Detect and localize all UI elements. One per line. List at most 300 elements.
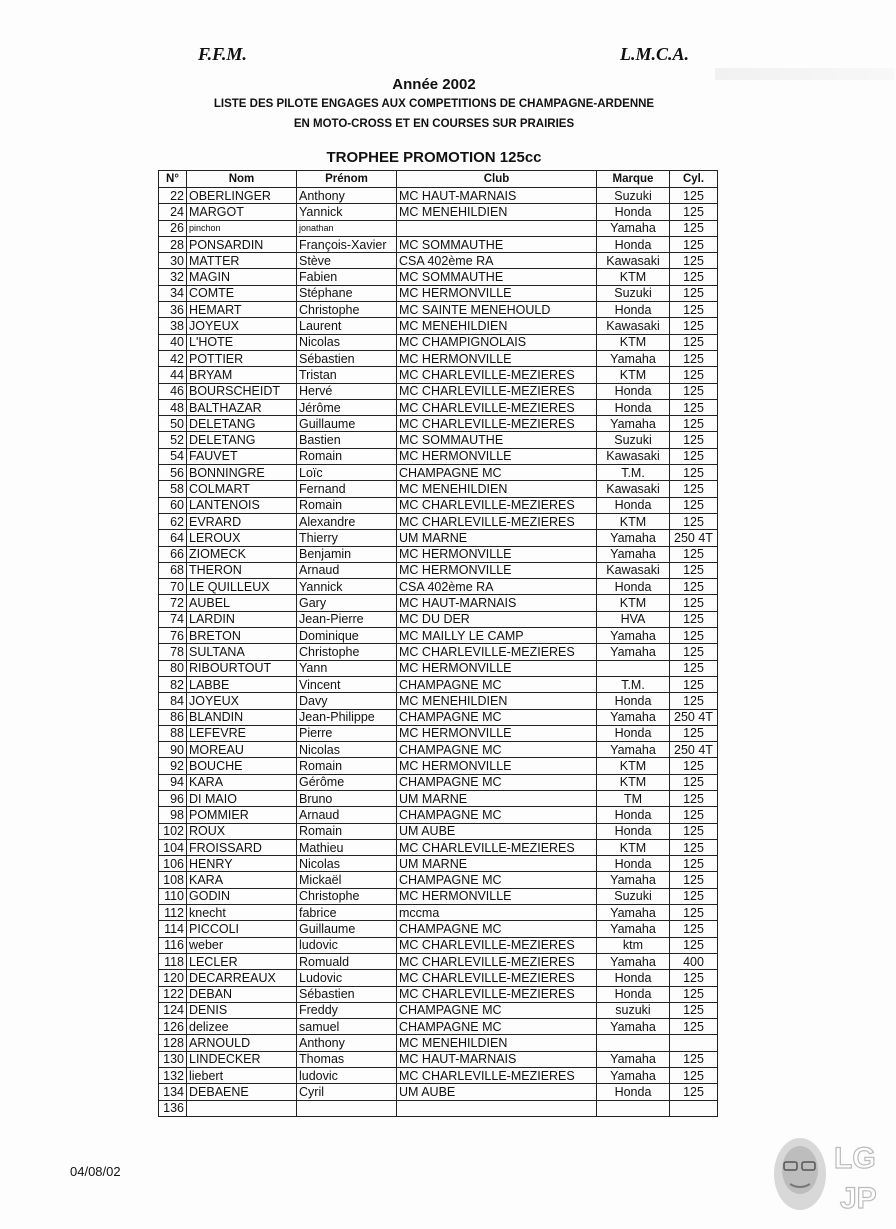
table-row (159, 725, 718, 741)
table-row (159, 921, 718, 937)
cell-marque: KTM (597, 839, 670, 855)
cell-nom: delizee (187, 1019, 297, 1035)
cell-club: CHAMPAGNE MC (397, 921, 597, 937)
cell-marque: Honda (597, 204, 670, 220)
cell-marque (597, 660, 670, 676)
cell-nom: liebert (187, 1068, 297, 1084)
cell-club: CHAMPAGNE MC (397, 774, 597, 790)
cell-club: CHAMPAGNE MC (397, 465, 597, 481)
cell-marque: Suzuki (597, 888, 670, 904)
cell-nom (187, 1100, 297, 1116)
cell-cyl: 125 (670, 758, 718, 774)
cell-nom: SULTANA (187, 644, 297, 660)
cell-cyl: 125 (670, 790, 718, 806)
cell-number: 78 (159, 644, 187, 660)
col-header-number: N° (159, 171, 187, 188)
cell-marque: Honda (597, 383, 670, 399)
cell-number: 30 (159, 253, 187, 269)
table-row (159, 1019, 718, 1035)
cell-nom: ARNOULD (187, 1035, 297, 1051)
cell-cyl: 125 (670, 383, 718, 399)
table-row (159, 334, 718, 350)
cell-club: MC HERMONVILLE (397, 350, 597, 366)
table-row (159, 644, 718, 660)
cell-nom: DELETANG (187, 432, 297, 448)
cell-cyl: 125 (670, 465, 718, 481)
cell-cyl: 125 (670, 676, 718, 692)
cell-nom: BOUCHE (187, 758, 297, 774)
cell-club: MC HERMONVILLE (397, 888, 597, 904)
cell-marque (597, 1035, 670, 1051)
cell-number: 86 (159, 709, 187, 725)
table-row (159, 856, 718, 872)
cell-prenom: Christophe (297, 888, 397, 904)
cell-club: MC SAINTE MENEHOULD (397, 302, 597, 318)
cell-cyl: 125 (670, 579, 718, 595)
cell-number: 54 (159, 448, 187, 464)
cell-prenom: Romain (297, 758, 397, 774)
cell-marque: Yamaha (597, 220, 670, 236)
cell-cyl: 250 4T (670, 530, 718, 546)
cell-number: 124 (159, 1002, 187, 1018)
cell-cyl: 125 (670, 334, 718, 350)
cell-cyl: 125 (670, 497, 718, 513)
cell-club: CHAMPAGNE MC (397, 676, 597, 692)
cell-prenom: Mathieu (297, 839, 397, 855)
cell-nom: KARA (187, 872, 297, 888)
cell-club: MC CHARLEVILLE-MEZIERES (397, 644, 597, 660)
cell-club: MC HAUT-MARNAIS (397, 1051, 597, 1067)
ffm-label: F.F.M. (198, 44, 247, 64)
cell-prenom: Thomas (297, 1051, 397, 1067)
table-row (159, 432, 718, 448)
table-row (159, 1084, 718, 1100)
table-row (159, 236, 718, 252)
cell-cyl: 125 (670, 660, 718, 676)
cell-prenom: Stéphane (297, 285, 397, 301)
cell-cyl: 125 (670, 693, 718, 709)
table-row (159, 1100, 718, 1116)
cell-number: 76 (159, 628, 187, 644)
cell-prenom: Mickaël (297, 872, 397, 888)
cell-prenom: Yannick (297, 204, 397, 220)
cell-nom: DECARREAUX (187, 970, 297, 986)
table-header-row (159, 171, 718, 188)
cell-number: 108 (159, 872, 187, 888)
cell-marque: KTM (597, 269, 670, 285)
cell-marque: Yamaha (597, 1051, 670, 1067)
cell-cyl: 125 (670, 432, 718, 448)
cell-prenom: Stève (297, 253, 397, 269)
cell-cyl: 125 (670, 204, 718, 220)
cell-nom: MAGIN (187, 269, 297, 285)
cell-marque: Honda (597, 497, 670, 513)
cell-number: 102 (159, 823, 187, 839)
cell-prenom: Romain (297, 448, 397, 464)
cell-cyl: 125 (670, 416, 718, 432)
table-row (159, 513, 718, 529)
cell-prenom: Yann (297, 660, 397, 676)
cell-nom: knecht (187, 905, 297, 921)
cell-club: MC MENEHILDIEN (397, 204, 597, 220)
cell-club: CHAMPAGNE MC (397, 807, 597, 823)
cell-prenom: Alexandre (297, 513, 397, 529)
cell-number: 48 (159, 399, 187, 415)
cell-prenom: Gérôme (297, 774, 397, 790)
cell-marque: KTM (597, 334, 670, 350)
table-row (159, 1068, 718, 1084)
table-row (159, 595, 718, 611)
table-row (159, 986, 718, 1002)
cell-prenom: Anthony (297, 1035, 397, 1051)
cell-nom: LABBE (187, 676, 297, 692)
table-row (159, 709, 718, 725)
cell-club: MC HAUT-MARNAIS (397, 595, 597, 611)
cell-nom: LE QUILLEUX (187, 579, 297, 595)
table-row (159, 953, 718, 969)
table-row (159, 562, 718, 578)
cell-number: 128 (159, 1035, 187, 1051)
cell-cyl: 125 (670, 774, 718, 790)
cell-club: MC MENEHILDIEN (397, 1035, 597, 1051)
table-row (159, 823, 718, 839)
cell-club: UM MARNE (397, 856, 597, 872)
cell-cyl: 125 (670, 269, 718, 285)
table-row (159, 888, 718, 904)
cell-club: MC CHARLEVILLE-MEZIERES (397, 937, 597, 953)
cell-nom: MARGOT (187, 204, 297, 220)
cell-nom: ROUX (187, 823, 297, 839)
cell-prenom: Fabien (297, 269, 397, 285)
cell-marque: Yamaha (597, 1068, 670, 1084)
cell-prenom: Gary (297, 595, 397, 611)
cell-prenom: Christophe (297, 302, 397, 318)
table-row (159, 302, 718, 318)
cell-prenom: Tristan (297, 367, 397, 383)
cell-club: MC CHARLEVILLE-MEZIERES (397, 399, 597, 415)
cell-marque: KTM (597, 513, 670, 529)
cell-prenom: Bastien (297, 432, 397, 448)
cell-club: MC MAILLY LE CAMP (397, 628, 597, 644)
cell-marque: KTM (597, 758, 670, 774)
cell-nom: OBERLINGER (187, 188, 297, 204)
cell-prenom: Ludovic (297, 970, 397, 986)
table-row (159, 970, 718, 986)
cell-nom: EVRARD (187, 513, 297, 529)
cell-nom: LECLER (187, 953, 297, 969)
cell-club: MC CHARLEVILLE-MEZIERES (397, 513, 597, 529)
cell-marque: KTM (597, 367, 670, 383)
table-row (159, 416, 718, 432)
cell-prenom: Yannick (297, 579, 397, 595)
cell-marque: Suzuki (597, 432, 670, 448)
cell-prenom: Vincent (297, 676, 397, 692)
cell-number: 70 (159, 579, 187, 595)
cell-marque: Honda (597, 725, 670, 741)
cell-cyl: 125 (670, 823, 718, 839)
cell-cyl: 125 (670, 1051, 718, 1067)
table-row (159, 188, 718, 204)
svg-text:JP: JP (840, 1182, 877, 1215)
table-row (159, 807, 718, 823)
cell-nom: FAUVET (187, 448, 297, 464)
cell-number: 62 (159, 513, 187, 529)
cell-nom: DENIS (187, 1002, 297, 1018)
cell-nom: weber (187, 937, 297, 953)
cell-number: 64 (159, 530, 187, 546)
cell-prenom: ludovic (297, 1068, 397, 1084)
cell-marque: Yamaha (597, 416, 670, 432)
cell-cyl: 125 (670, 253, 718, 269)
cell-nom: POMMIER (187, 807, 297, 823)
cell-cyl: 125 (670, 367, 718, 383)
cell-cyl: 125 (670, 302, 718, 318)
cell-number: 112 (159, 905, 187, 921)
table-row (159, 220, 718, 236)
cell-club: CHAMPAGNE MC (397, 709, 597, 725)
table-row (159, 676, 718, 692)
cell-nom: BOURSCHEIDT (187, 383, 297, 399)
cell-cyl: 125 (670, 546, 718, 562)
cell-nom: COLMART (187, 481, 297, 497)
cell-prenom (297, 1100, 397, 1116)
table-row (159, 774, 718, 790)
cell-cyl: 125 (670, 399, 718, 415)
cell-marque: Honda (597, 823, 670, 839)
cell-number: 104 (159, 839, 187, 855)
cell-nom: DI MAIO (187, 790, 297, 806)
cell-prenom: Anthony (297, 188, 397, 204)
table-row (159, 367, 718, 383)
cell-club: MC HERMONVILLE (397, 725, 597, 741)
cell-club: MC DU DER (397, 611, 597, 627)
cell-nom: L'HOTE (187, 334, 297, 350)
cell-marque: Suzuki (597, 285, 670, 301)
cell-marque: TM (597, 790, 670, 806)
cell-number: 94 (159, 774, 187, 790)
cell-club: CHAMPAGNE MC (397, 1002, 597, 1018)
cell-club: MC SOMMAUTHE (397, 269, 597, 285)
cell-marque: Yamaha (597, 709, 670, 725)
cell-marque: ktm (597, 937, 670, 953)
cell-nom: LEROUX (187, 530, 297, 546)
cell-cyl: 125 (670, 448, 718, 464)
cell-club: MC MENEHILDIEN (397, 481, 597, 497)
cell-prenom: Sébastien (297, 350, 397, 366)
cell-marque: KTM (597, 774, 670, 790)
table-row (159, 628, 718, 644)
cell-prenom: Jean-Pierre (297, 611, 397, 627)
cell-cyl: 125 (670, 1019, 718, 1035)
cell-club: MC CHARLEVILLE-MEZIERES (397, 1068, 597, 1084)
cell-number: 126 (159, 1019, 187, 1035)
cell-club: CHAMPAGNE MC (397, 872, 597, 888)
year-title: Année 2002 (392, 76, 476, 93)
cell-club: MC CHARLEVILLE-MEZIERES (397, 383, 597, 399)
cell-prenom: Pierre (297, 725, 397, 741)
cell-number: 136 (159, 1100, 187, 1116)
cell-marque: Honda (597, 970, 670, 986)
table-row (159, 1051, 718, 1067)
cell-marque: Yamaha (597, 546, 670, 562)
cell-cyl: 125 (670, 970, 718, 986)
cell-cyl: 125 (670, 513, 718, 529)
cell-club: MC CHARLEVILLE-MEZIERES (397, 970, 597, 986)
cell-number: 114 (159, 921, 187, 937)
cell-number: 82 (159, 676, 187, 692)
cell-marque: Kawasaki (597, 318, 670, 334)
table-row (159, 693, 718, 709)
table-row (159, 383, 718, 399)
cell-nom: COMTE (187, 285, 297, 301)
cell-club: MC CHARLEVILLE-MEZIERES (397, 953, 597, 969)
cell-club: UM AUBE (397, 1084, 597, 1100)
cell-nom: LINDECKER (187, 1051, 297, 1067)
cell-number: 34 (159, 285, 187, 301)
cell-marque: Suzuki (597, 188, 670, 204)
cell-prenom: Romain (297, 823, 397, 839)
cell-prenom: Freddy (297, 1002, 397, 1018)
cell-number: 98 (159, 807, 187, 823)
table-row (159, 399, 718, 415)
cell-cyl: 125 (670, 562, 718, 578)
table-row (159, 660, 718, 676)
table-row (159, 350, 718, 366)
cell-prenom: Nicolas (297, 856, 397, 872)
table-row (159, 790, 718, 806)
lmca-label: L.M.C.A. (620, 44, 690, 64)
cell-nom: JOYEUX (187, 318, 297, 334)
cell-cyl: 125 (670, 937, 718, 953)
cell-club: MC CHARLEVILLE-MEZIERES (397, 416, 597, 432)
cell-nom: MATTER (187, 253, 297, 269)
pilot-table (158, 170, 718, 1117)
cell-number: 88 (159, 725, 187, 741)
cell-nom: THERON (187, 562, 297, 578)
cell-cyl: 400 (670, 953, 718, 969)
table-row (159, 579, 718, 595)
table-row (159, 1035, 718, 1051)
cell-marque: Yamaha (597, 628, 670, 644)
cell-nom: BRYAM (187, 367, 297, 383)
cell-marque: KTM (597, 595, 670, 611)
col-header-club: Club (397, 171, 597, 188)
cell-club: UM AUBE (397, 823, 597, 839)
section-title: TROPHEE PROMOTION 125cc (326, 149, 542, 166)
cell-marque: Honda (597, 399, 670, 415)
cell-marque (597, 1100, 670, 1116)
cell-marque: T.M. (597, 676, 670, 692)
cell-club: MC HERMONVILLE (397, 562, 597, 578)
cell-nom: LARDIN (187, 611, 297, 627)
cell-number: 22 (159, 188, 187, 204)
cell-nom: KARA (187, 774, 297, 790)
cell-nom: FROISSARD (187, 839, 297, 855)
cell-prenom: Hervé (297, 383, 397, 399)
cell-club: CSA 402ème RA (397, 253, 597, 269)
cell-nom: LEFEVRE (187, 725, 297, 741)
cell-cyl: 125 (670, 644, 718, 660)
cell-club: MC HAUT-MARNAIS (397, 188, 597, 204)
cell-club: MC SOMMAUTHE (397, 432, 597, 448)
cell-club: CHAMPAGNE MC (397, 1019, 597, 1035)
cell-club: CSA 402ème RA (397, 579, 597, 595)
cell-cyl: 125 (670, 318, 718, 334)
cell-prenom: jonathan (297, 220, 397, 236)
cell-number: 24 (159, 204, 187, 220)
cell-prenom: Loïc (297, 465, 397, 481)
cell-number: 106 (159, 856, 187, 872)
cell-number: 40 (159, 334, 187, 350)
cell-nom: LANTENOIS (187, 497, 297, 513)
cell-cyl: 125 (670, 872, 718, 888)
cell-number: 56 (159, 465, 187, 481)
cell-number: 46 (159, 383, 187, 399)
cell-prenom: Davy (297, 693, 397, 709)
cell-nom: pinchon (187, 220, 297, 236)
cell-cyl: 125 (670, 1084, 718, 1100)
cell-prenom: Benjamin (297, 546, 397, 562)
cell-cyl: 125 (670, 1068, 718, 1084)
cell-cyl: 125 (670, 888, 718, 904)
cell-cyl: 125 (670, 285, 718, 301)
cell-nom: HENRY (187, 856, 297, 872)
table-row (159, 481, 718, 497)
cell-nom: RIBOURTOUT (187, 660, 297, 676)
cell-club: MC HERMONVILLE (397, 546, 597, 562)
cell-club: UM MARNE (397, 790, 597, 806)
cell-club: UM MARNE (397, 530, 597, 546)
cell-prenom: Arnaud (297, 807, 397, 823)
cell-prenom: Nicolas (297, 742, 397, 758)
cell-prenom: Romuald (297, 953, 397, 969)
cell-marque: Yamaha (597, 644, 670, 660)
lgjp-logo (760, 1132, 888, 1222)
cell-number: 52 (159, 432, 187, 448)
cell-nom: ZIOMECK (187, 546, 297, 562)
cell-club: MC HERMONVILLE (397, 448, 597, 464)
cell-number: 42 (159, 350, 187, 366)
cell-nom: POTTIER (187, 350, 297, 366)
cell-club (397, 1100, 597, 1116)
cell-prenom: Guillaume (297, 921, 397, 937)
cell-nom: PICCOLI (187, 921, 297, 937)
cell-prenom: Arnaud (297, 562, 397, 578)
table-row (159, 611, 718, 627)
cell-cyl: 125 (670, 611, 718, 627)
cell-nom: DEBAN (187, 986, 297, 1002)
cell-club: MC CHARLEVILLE-MEZIERES (397, 839, 597, 855)
cell-marque: Yamaha (597, 953, 670, 969)
table-row (159, 1002, 718, 1018)
cell-prenom: Dominique (297, 628, 397, 644)
cell-number: 116 (159, 937, 187, 953)
table-row (159, 497, 718, 513)
cell-number: 36 (159, 302, 187, 318)
cell-club: MC CHARLEVILLE-MEZIERES (397, 497, 597, 513)
cell-prenom: Romain (297, 497, 397, 513)
cell-prenom: samuel (297, 1019, 397, 1035)
cell-marque: Honda (597, 807, 670, 823)
cell-marque: Yamaha (597, 350, 670, 366)
cell-cyl: 250 4T (670, 742, 718, 758)
cell-nom: BALTHAZAR (187, 399, 297, 415)
cell-nom: MOREAU (187, 742, 297, 758)
cell-marque: Honda (597, 1084, 670, 1100)
cell-marque: Yamaha (597, 905, 670, 921)
cell-nom: GODIN (187, 888, 297, 904)
cell-prenom: Jean-Philippe (297, 709, 397, 725)
